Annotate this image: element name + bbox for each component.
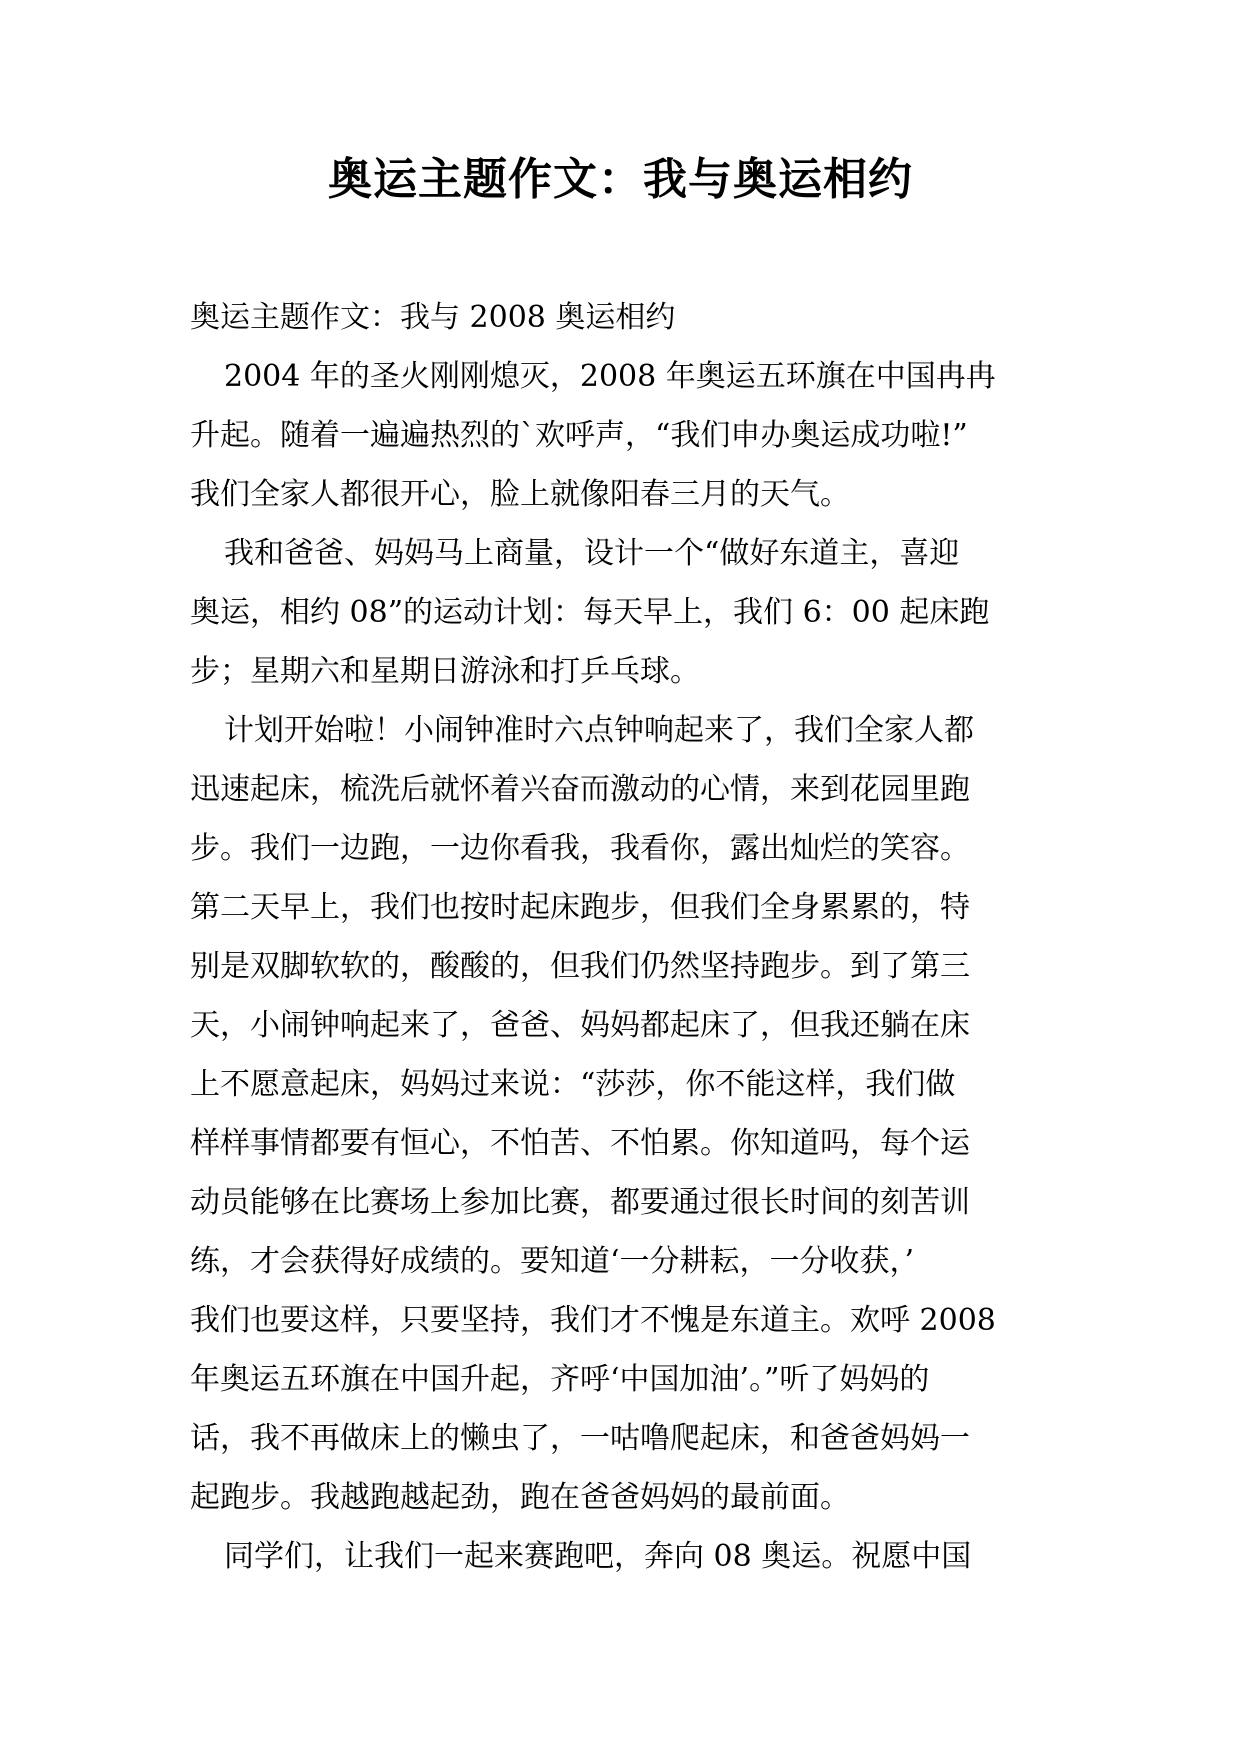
body-line: 样样事情都要有恒心，不怕苦、不怕累。你知道吗，每个运 <box>190 1126 970 1161</box>
body-line: 动员能够在比赛场上参加比赛，都要通过很长时间的刻苦训 <box>190 1185 970 1220</box>
body-line: 我和爸爸、妈妈马上商量，设计一个“做好东道主，喜迎 <box>224 536 960 571</box>
body-line: 上不愿意起床，妈妈过来说：“莎莎，你不能这样，我们做 <box>190 1067 956 1102</box>
document-body <box>190 288 1070 1586</box>
body-line: 步；星期六和星期日游泳和打乒乓球。 <box>190 654 700 689</box>
document-title: 奥运主题作文：我与奥运相约 <box>328 154 913 205</box>
body-line: 2004 年的圣火刚刚熄灭，2008 年奥运五环旗在中国冉冉 <box>224 359 996 394</box>
body-line: 天，小闹钟响起来了，爸爸、妈妈都起床了，但我还躺在床 <box>190 1008 970 1043</box>
body-line: 练，才会获得好成绩的。要知道‘一分耕耘，一分收获，’ <box>190 1244 915 1279</box>
body-line: 奥运主题作文：我与 2008 奥运相约 <box>190 300 676 335</box>
body-line: 奥运，相约 08”的运动计划：每天早上，我们 6：00 起床跑 <box>190 595 990 630</box>
body-line: 话，我不再做床上的懒虫了，一咕噜爬起床，和爸爸妈妈一 <box>190 1421 970 1456</box>
body-line: 起跑步。我越跑越起劲，跑在爸爸妈妈的最前面。 <box>190 1480 850 1515</box>
body-line: 我们也要这样，只要坚持，我们才不愧是东道主。欢呼 2008 <box>190 1303 996 1338</box>
body-line: 别是双脚软软的，酸酸的，但我们仍然坚持跑步。到了第三 <box>190 949 970 984</box>
body-line: 迅速起床，梳洗后就怀着兴奋而激动的心情，来到花园里跑 <box>190 772 970 807</box>
body-line: 计划开始啦！小闹钟准时六点钟响起来了，我们全家人都 <box>224 713 974 748</box>
body-line: 升起。随着一遍遍热烈的`欢呼声，“我们申办奥运成功啦!” <box>190 418 968 453</box>
body-line: 第二天早上，我们也按时起床跑步，但我们全身累累的，特 <box>190 890 970 925</box>
body-line: 年奥运五环旗在中国升起，齐呼‘中国加油’。”听了妈妈的 <box>190 1362 930 1397</box>
body-line: 同学们，让我们一起来赛跑吧，奔向 08 奥运。祝愿中国 <box>224 1539 972 1574</box>
body-line: 步。我们一边跑，一边你看我，我看你，露出灿烂的笑容。 <box>190 831 970 866</box>
body-line: 我们全家人都很开心，脸上就像阳春三月的天气。 <box>190 477 850 512</box>
